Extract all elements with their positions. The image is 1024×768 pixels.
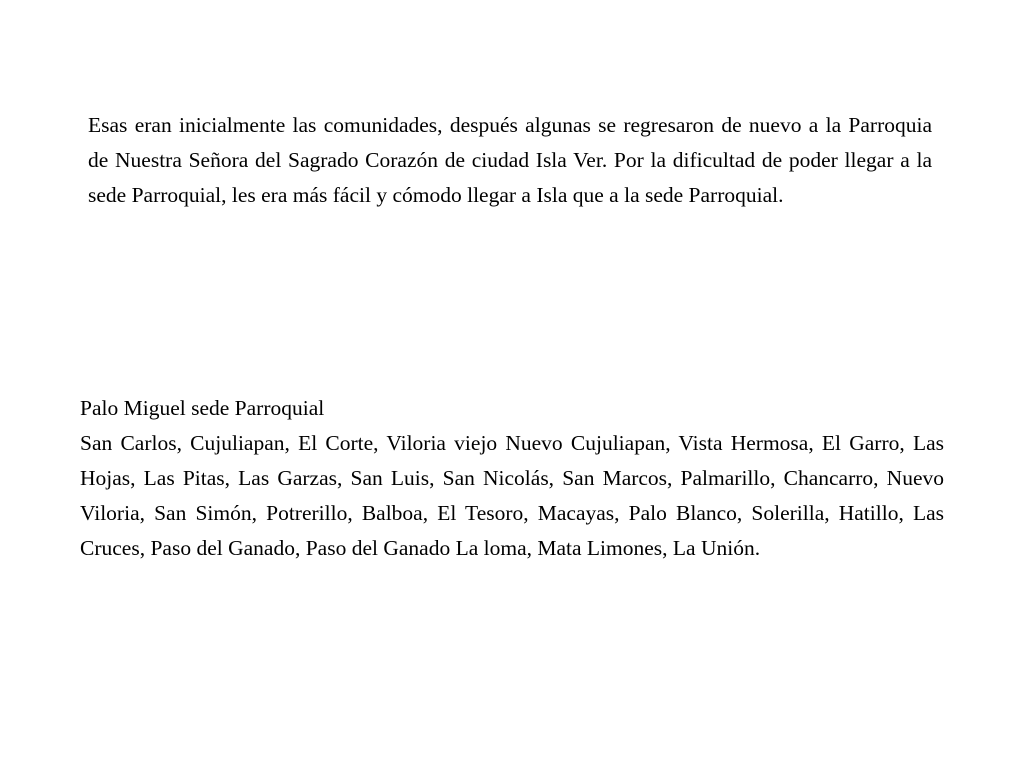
communities-list: San Carlos, Cujuliapan, El Corte, Viloria viejo Nuevo Cujuliapan, Vista Hermosa, El Garro, Las Hojas, Las Pitas, Las Garzas, San Luis, San Nicolás, San Marcos, Palmarillo, Chancarro, Nuevo Viloria, San Simón, Potrerillo, Balboa, El Tesoro, Macayas, Palo Blanco, Solerilla, Hatillo, Las Cruces, Paso del Ganado, Paso del Ganado La loma, Mata Limones, La Unión. [80, 431, 944, 560]
parish-seat-heading: Palo Miguel sede Parroquial [80, 396, 325, 420]
intro-paragraph: Esas eran inicialmente las comunidades, después algunas se regresaron de nuevo a la Parroquia de Nuestra Señora del Sagrado Corazón de ciudad Isla Ver. Por la dificultad de poder llegar a la sede Parroquial, les era más fácil y cómodo llegar a Isla que a la sede Parroquial. [88, 113, 932, 207]
communities-section [80, 391, 944, 566]
